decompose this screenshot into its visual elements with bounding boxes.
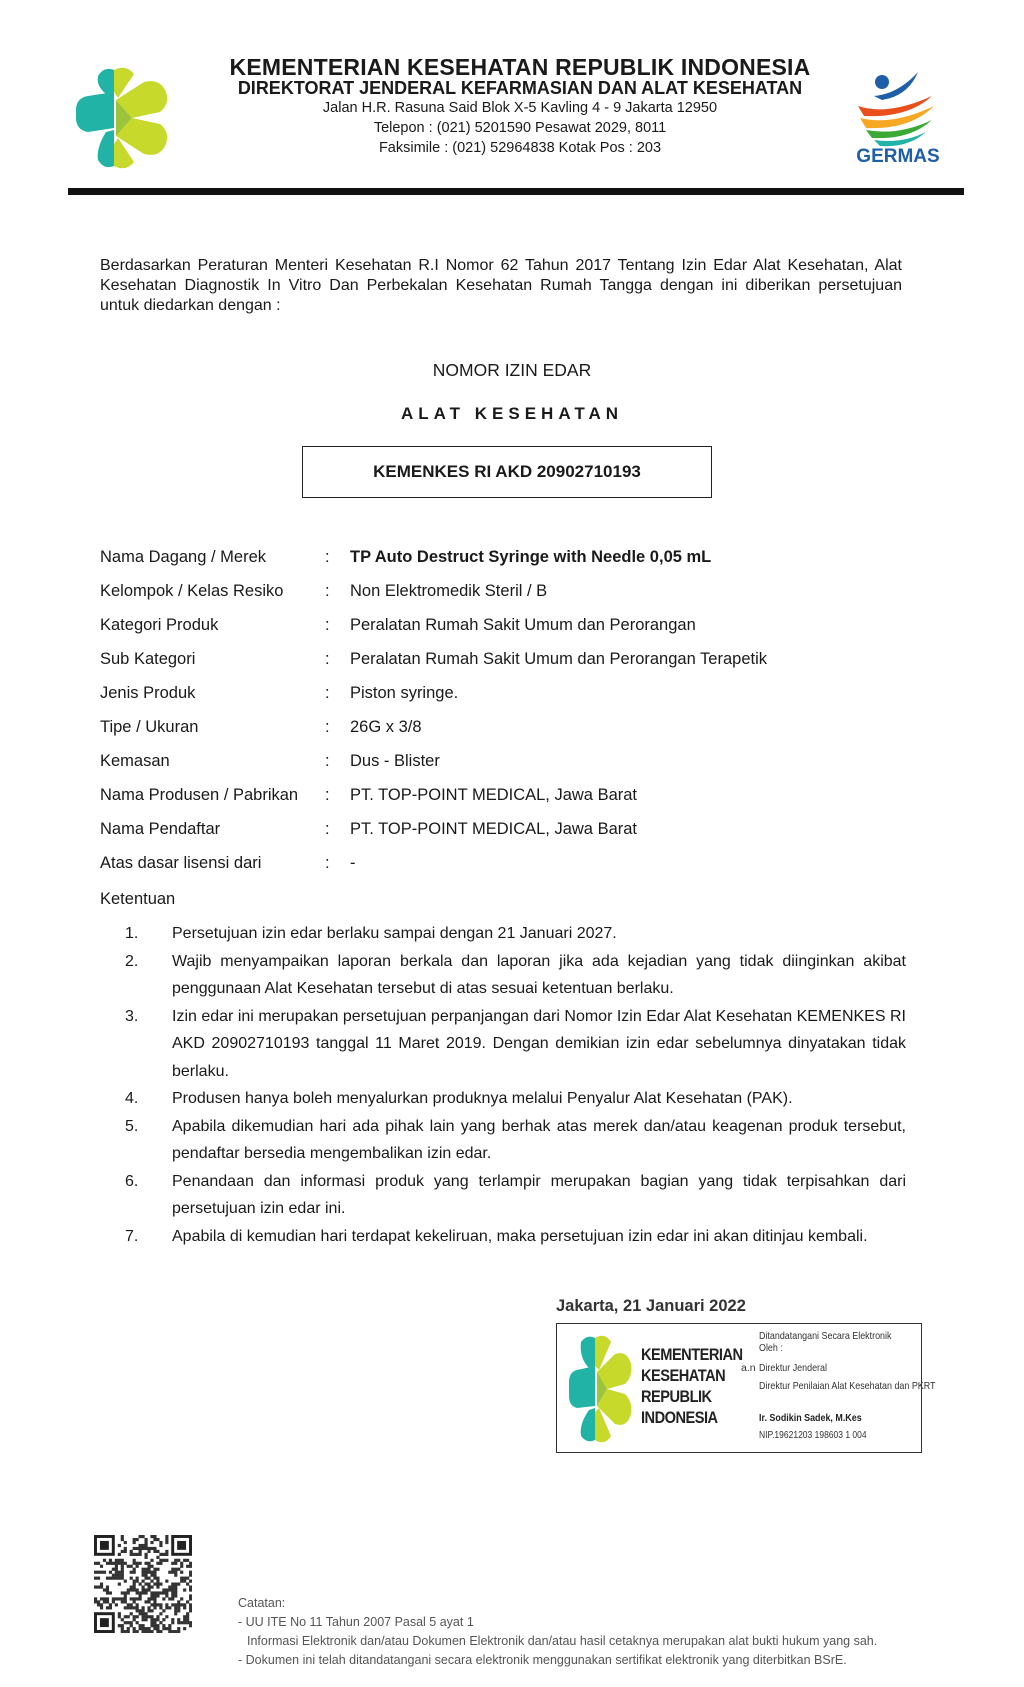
ministry-name: KEMENTERIAN KESEHATAN REPUBLIK INDONESIA (229, 54, 811, 80)
term-text: Persetujuan izin edar berlaku sampai dengan 21 Januari 2027. (172, 925, 617, 942)
footnote-line-3: - Dokumen ini telah ditandatangani secara elektronik menggunakan sertifikat elektronik yang diterbitkan BSrE. (238, 1653, 847, 1667)
field-row-size (100, 718, 930, 752)
field-value: TP Auto Destruct Syringe with Needle 0,05 mL (350, 548, 712, 566)
field-colon: : (325, 854, 330, 872)
term-number: 1. (125, 925, 139, 942)
address-line: Jalan H.R. Rasuna Said Blok X-5 Kavling 4 - 9 Jakarta 12950 (322, 100, 718, 116)
qr-code-icon (94, 1535, 192, 1633)
field-value: 26G x 3/8 (350, 718, 422, 736)
kemenkes-logo-icon (70, 62, 175, 174)
product-fields (100, 548, 930, 888)
term-number: 5. (125, 1117, 139, 1135)
field-value: - (350, 854, 356, 872)
field-label: Nama Dagang / Merek (100, 548, 266, 566)
list-item (100, 1003, 906, 1086)
footnote (238, 1594, 877, 1670)
list-item (100, 948, 906, 1003)
term-text: Apabila dikemudian hari ada pihak lain yang berhak atas merek dan/atau keagenan produk tersebut, pendaftar bersedia mengembalikan izin edar. (172, 1117, 906, 1162)
field-value: Non Elektromedik Steril / B (350, 582, 548, 600)
field-label: Atas dasar lisensi dari (100, 854, 262, 872)
letterhead (0, 0, 1024, 200)
field-colon: : (325, 752, 330, 770)
term-text: Apabila di kemudian hari terdapat kekeliruan, maka persetujuan izin edar ini akan ditinjau kembali. (172, 1227, 868, 1245)
field-value: Piston syringe. (350, 684, 459, 702)
field-value: Peralatan Rumah Sakit Umum dan Perorangan (350, 616, 696, 634)
term-text: Izin edar ini merupakan persetujuan perpanjangan dari Nomor Izin Edar Alat Kesehatan KEMENKES RI AKD 20902710193 tanggal 11 Maret 2019. Dengan demikian izin edar sebelumnya dinyatakan tidak berlaku. (172, 1007, 906, 1080)
kemenkes-seal-icon (567, 1332, 633, 1447)
term-number: 4. (125, 1090, 139, 1107)
germas-logo-icon (848, 66, 948, 164)
phone-line: Telepon : (021) 5201590 Pesawat 2029, 8011 (373, 120, 667, 136)
permit-number: KEMENKES RI AKD 20902710193 (373, 462, 641, 481)
field-row-packaging (100, 752, 930, 786)
term-text: Produsen hanya boleh menyalurkan produknya melalui Penyalur Alat Kesehatan (PAK). (172, 1090, 793, 1107)
permit-subheading: ALAT KESEHATAN (400, 404, 624, 423)
list-item (100, 920, 906, 948)
letterhead-divider (68, 188, 964, 195)
field-row-brand (100, 548, 930, 582)
field-label: Sub Kategori (100, 650, 196, 668)
field-label: Tipe / Ukuran (100, 718, 199, 736)
term-number: 7. (125, 1227, 139, 1245)
field-label: Jenis Produk (100, 684, 196, 702)
signer-nip: NIP.19621203 198603 1 004 (759, 1430, 867, 1441)
permit-number-box (302, 446, 712, 498)
field-row-category (100, 616, 930, 650)
directorate-name: DIREKTORAT JENDERAL KEFARMASIAN DAN ALAT KESEHATAN (237, 78, 803, 98)
field-row-subcategory (100, 650, 930, 684)
field-label: Kemasan (100, 752, 170, 770)
field-colon: : (325, 684, 330, 702)
field-colon: : (325, 650, 330, 668)
field-label: Nama Pendaftar (100, 820, 221, 838)
list-item (100, 1223, 906, 1251)
field-value: PT. TOP-POINT MEDICAL, Jawa Barat (350, 786, 638, 804)
list-item (100, 1113, 906, 1168)
list-item (100, 1085, 906, 1113)
field-row-risk-class (100, 582, 930, 616)
field-colon: : (325, 786, 330, 804)
intro-paragraph: Berdasarkan Peraturan Menteri Kesehatan R.I Nomor 62 Tahun 2017 Tentang Izin Edar Alat Kesehatan, Alat Kesehatan Diagnostik In Vitro Dan Perbekalan Kesehatan Rumah Tangga dengan ini diberikan persetujuan untuk diedarkan dengan : (100, 257, 902, 314)
term-number: 3. (125, 1007, 139, 1025)
field-colon: : (325, 548, 330, 566)
field-colon: : (325, 718, 330, 736)
field-row-product-type (100, 684, 930, 718)
field-colon: : (325, 820, 330, 838)
signature-institution: KEMENTERIAN KESEHATAN REPUBLIK INDONESIA (641, 1345, 743, 1427)
footnote-heading: Catatan: (238, 1596, 286, 1610)
field-value: Peralatan Rumah Sakit Umum dan Perorangan Terapetik (350, 650, 768, 668)
footnote-line-2: Informasi Elektronik dan/atau Dokumen Elektronik dan/atau hasil cetaknya merupakan alat bukti hukum yang sah. (247, 1634, 878, 1648)
signer-title-2: Direktur Penilaian Alat Kesehatan dan PKRT (759, 1380, 936, 1392)
field-label: Kategori Produk (100, 616, 219, 634)
footnote-line-1: - UU ITE No 11 Tahun 2007 Pasal 5 ayat 1 (238, 1615, 474, 1629)
field-label: Kelompok / Kelas Resiko (100, 582, 284, 600)
signature-place-date: Jakarta, 21 Januari 2022 (556, 1297, 746, 1315)
field-value: Dus - Blister (350, 752, 440, 770)
field-row-manufacturer (100, 786, 930, 820)
field-colon: : (325, 616, 330, 634)
signer-title-1: Direktur Jenderal (759, 1362, 827, 1374)
germas-wordmark: GERMAS (856, 146, 940, 164)
permit-heading: NOMOR IZIN EDAR (432, 360, 592, 380)
term-text: Wajib menyampaikan laporan berkala dan laporan jika ada kejadian yang tidak diinginkan akibat penggunaan Alat Kesehatan tersebut di atas sesuai ketentuan berlaku. (172, 952, 906, 997)
signer-name: Ir. Sodikin Sadek, M.Kes (759, 1412, 862, 1424)
terms-heading: Ketentuan (100, 890, 176, 908)
field-row-registrant (100, 820, 930, 854)
term-number: 6. (125, 1172, 139, 1190)
field-label: Nama Produsen / Pabrikan (100, 786, 299, 804)
list-item (100, 1168, 906, 1223)
electronic-signature-box (556, 1323, 936, 1453)
letterhead-text (200, 56, 840, 158)
fax-line: Faksimile : (021) 52964838 Kotak Pos : 203 (378, 140, 662, 156)
signed-electronically-note: Ditandatangani Secara Elektronik Oleh : (759, 1330, 892, 1354)
term-text: Penandaan dan informasi produk yang terlampir merupakan bagian yang tidak terpisahkan dari persetujuan izin edar ini. (172, 1172, 906, 1217)
field-colon: : (325, 582, 330, 600)
terms-list (100, 920, 906, 1250)
field-row-license (100, 854, 930, 888)
signature-an: a.n (741, 1362, 756, 1374)
field-value: PT. TOP-POINT MEDICAL, Jawa Barat (350, 820, 638, 838)
term-number: 2. (125, 952, 139, 970)
